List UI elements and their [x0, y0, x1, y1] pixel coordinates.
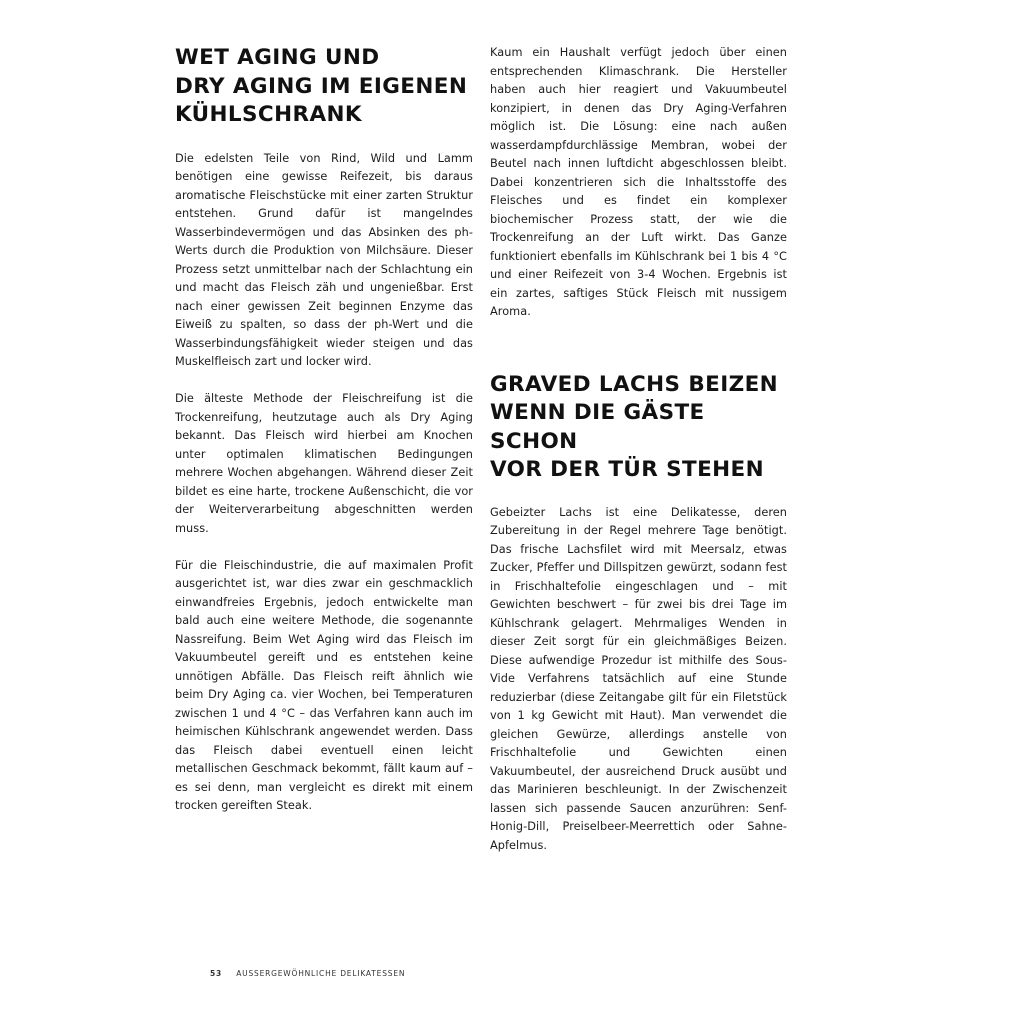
heading-line: WENN DIE GÄSTE SCHON [490, 400, 705, 454]
right-column [490, 44, 787, 874]
heading-graved-lachs [490, 371, 787, 485]
section-title: AUSSERGEWÖHNLICHE DELIKATESSEN [236, 969, 406, 978]
heading-line: DRY AGING IM EIGENEN [175, 73, 468, 99]
left-column [175, 44, 473, 834]
body-paragraph: Für die Fleischindustrie, die auf maximalen Profit ausgerichtet ist, war dies zwar ein geschmacklich einwandfreies Ergebnis, jedoch entwickelte man bald auch eine weitere Methode, die sogenannte Nassreifung. Beim Wet Aging wird das Fleisch im Vakuumbeutel gereift und es entstehen keine unnötigen Abfälle. Das Fleisch reift ähnlich wie beim Dry Aging ca. vier Wochen, bei Temperaturen zwischen 1 und 4 °C – das Verfahren kann auch im heimischen Kühlschrank angewendet werden. Dass das Fleisch dabei eventuell einen leicht metallischen Geschmack bekommt, fällt kaum auf – es sei denn, man vergleicht es direkt mit einem trocken gereiften Steak. [175, 558, 473, 812]
heading-line: VOR DER TÜR STEHEN [490, 457, 765, 482]
body-paragraph: Die edelsten Teile von Rind, Wild und Lamm benötigen eine gewisse Reifezeit, bis daraus aromatische Fleischstücke mit einer zarten Struktur entstehen. Grund dafür ist mangelndes Wasserbindevermögen und das Absinken des ph-Werts durch die Produktion von Milchsäure. Dieser Prozess setzt unmittelbar nach der Schlachtung ein und macht das Fleisch zäh und ungenießbar. Erst nach einer gewissen Zeit beginnen Enzyme das Eiweiß zu spalten, so dass der ph-Wert und die Wasserbindungsfähigkeit wieder steigen und das Muskelfleisch zart und locker wird. [175, 151, 473, 368]
body-paragraph: Die älteste Methode der Fleischreifung ist die Trockenreifung, heutzutage auch als Dry Aging bekannt. Das Fleisch wird hierbei am Knochen unter optimalen klimatischen Bedingungen mehrere Wochen abgehangen. Während dieser Zeit bildet es eine harte, trockene Außenschicht, die vor der Weiterverarbeitung abgeschnitten werden muss. [175, 392, 473, 535]
heading-line: GRAVED LACHS BEIZEN [490, 371, 779, 397]
page-footer [210, 969, 405, 978]
heading-line: KÜHLSCHRANK [175, 102, 362, 127]
heading-line: WET AGING UND [175, 45, 380, 70]
body-paragraph: Kaum ein Haushalt verfügt jedoch über einen entsprechenden Klimaschrank. Die Hersteller haben auch hier reagiert und Vakuumbeutel konzipiert, in denen das Dry Aging-Verfahren möglich ist. Die Lösung: eine nach außen wasserdampfdurchlässige Membran, wobei der Beutel nach innen luftdicht abgeschlossen bleibt. Dabei konzentrieren sich die Inhaltsstoffe des Fleisches und es findet ein komplexer biochemischer Prozess statt, der wie die Trockenreifung an der Luft wirkt. Das Ganze funktioniert ebenfalls im Kühlschrank bei 1 bis 4 °C und einer Reifezeit von 3-4 Wochen. Ergebnis ist ein zartes, saftiges Stück Fleisch mit nussigem Aroma. [490, 46, 787, 318]
page-number: 53 [210, 969, 223, 978]
body-paragraph: Gebeizter Lachs ist eine Delikatesse, deren Zubereitung in der Regel mehrere Tage benötigt. Das frische Lachsfilet wird mit Meersalz, etwas Zucker, Pfeffer und Dillspitzen gewürzt, sodann fest in Frischhaltefolie eingeschlagen und – mit Gewichten beschwert – für zwei bis drei Tage im Kühlschrank gelagert. Mehrmaliges Wenden in dieser Zeit sorgt für ein gleichmäßiges Beizen. Diese aufwendige Prozedur ist mithilfe des Sous-Vide Verfahrens tatsächlich auf eine Stunde reduzierbar (diese Zeitangabe gilt für ein Filetstück von 1 kg Gewicht mit Haut). Man verwendet die gleichen Gewürze, allerdings anstelle von Frischhaltefolie und Gewichten einen Vakuumbeutel, der ausreichend Druck ausübt und das Marinieren beschleunigt. In der Zwischenzeit lassen sich passende Saucen anzurühren: Senf-Honig-Dill, Preiselbeer-Meerrettich oder Sahne-Apfelmus. [490, 505, 787, 852]
heading-wet-dry-aging [175, 44, 473, 130]
